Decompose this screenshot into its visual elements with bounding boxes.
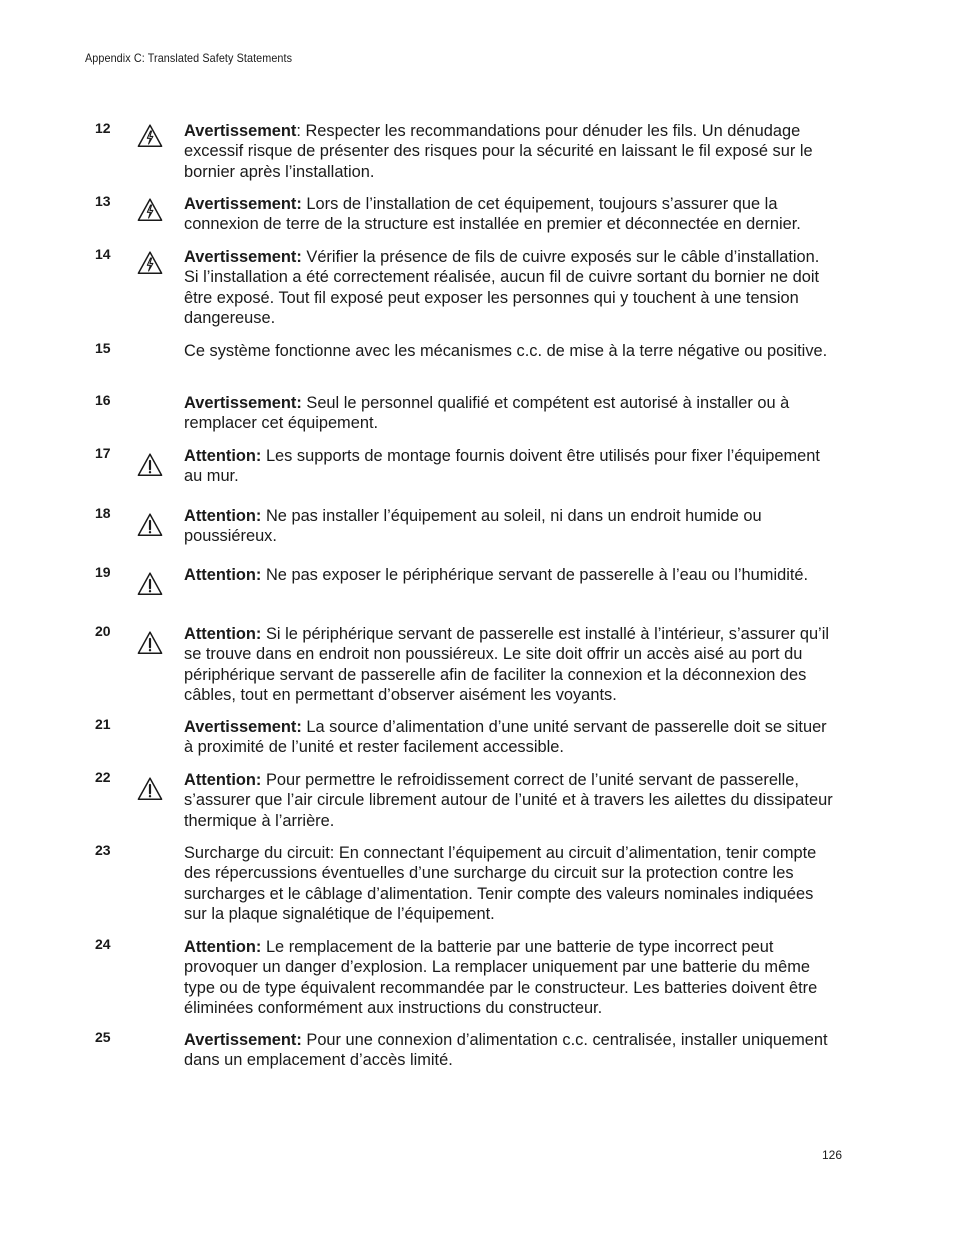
statement-body: Pour permettre le refroidissement correct de l’unité servant de passerelle, s’assurer que l’air circule librement autour de l’unité et à travers les ailettes du dissipateur thermique à l’arrière. [184, 771, 833, 830]
statement-number: 18 [95, 505, 111, 521]
statement-body: Ne pas installer l’équipement au soleil, ni dans un endroit humide ou poussiéreux. [184, 507, 762, 546]
statement-label: Avertissement: [184, 718, 302, 736]
statement-number: 21 [95, 716, 111, 732]
statement-body: La source d’alimentation d’une unité servant de passerelle doit se situer à proximité de l’unité et rester facilement accessible. [184, 718, 827, 757]
statement-body: Lors de l’installation de cet équipement, toujours s’assurer que la connexion de terre de la structure est installée en premier et déconnectée en dernier. [184, 195, 801, 234]
statement-number: 19 [95, 564, 111, 580]
statement-text [184, 1030, 834, 1071]
statement-number: 16 [95, 392, 111, 408]
page-number: 126 [822, 1148, 843, 1162]
statement-number: 13 [95, 193, 111, 209]
statement-number: 22 [95, 769, 111, 785]
statement-text [184, 194, 834, 235]
statement-number: 17 [95, 445, 111, 461]
statement-number: 20 [95, 623, 111, 639]
statement-label: Attention: [184, 447, 262, 465]
caution-triangle-icon [136, 451, 164, 479]
statement-number: 15 [95, 340, 111, 356]
statement-number: 12 [95, 120, 111, 136]
statement-text [184, 121, 834, 182]
statement-text [184, 565, 834, 585]
statement-body: Pour une connexion d’alimentation c.c. centralisée, installer uniquement dans un emplacement d’accès limité. [184, 1031, 828, 1070]
statement-text [184, 341, 834, 361]
statement-label: Attention: [184, 566, 262, 584]
statement-text [184, 770, 834, 831]
statement-text [184, 624, 834, 705]
statement-number: 25 [95, 1029, 111, 1045]
statement-number: 14 [95, 246, 111, 262]
statement-body: Surcharge du circuit: En connectant l’équipement au circuit d’alimentation, tenir compte des répercussions éventuelles d’une surcharge du circuit sur la protection contre les surcharges et le câblage d’alimentation. Tenir compte des valeurs nominales indiquées sur la plaque signalétique de l’équipement. [184, 844, 817, 923]
statement-number: 23 [95, 842, 111, 858]
statement-label: Attention: [184, 938, 262, 956]
statement-body: Ne pas exposer le périphérique servant de passerelle à l’eau ou l’humidité. [261, 566, 809, 584]
statement-text [184, 717, 834, 758]
statement-number: 24 [95, 936, 111, 952]
statement-body: Les supports de montage fournis doivent être utilisés pour fixer l’équipement au mur. [184, 447, 820, 486]
caution-triangle-icon [136, 629, 164, 657]
caution-triangle-icon [136, 511, 164, 539]
statement-body: Ce système fonctionne avec les mécanismes c.c. de mise à la terre négative ou positive. [184, 342, 828, 360]
statement-body: Si le périphérique servant de passerelle est installé à l’intérieur, s’assurer qu’il se trouve dans en endroit non poussiéreux. Le site doit offrir un accès aisé au port du périphérique servant de passerelle afin de faciliter la connexion et la déconnexion des câbles, tout en permettant d’observer aisément les voyants. [184, 625, 829, 704]
statement-text [184, 446, 834, 487]
statement-body: Vérifier la présence de fils de cuivre exposés sur le câble d’installation. Si l’installation a été correctement réalisée, aucun fil de cuivre sortant du bornier ne doit être exposé. Tout fil exposé peut exposer les personnes qui y touchent à une tension dangereuse. [184, 248, 820, 327]
statement-label: Avertissement: [184, 248, 302, 266]
statement-body: Le remplacement de la batterie par une batterie de type incorrect peut provoquer un danger d’explosion. La remplacer uniquement par une batterie du même type ou de type équivalent recommandée par le constructeur. Les batteries doivent être éliminées conformément aux instructions du constructeur. [184, 938, 818, 1017]
statement-label: Attention: [184, 771, 262, 789]
statement-text [184, 937, 834, 1018]
statement-text [184, 393, 834, 434]
running-header: Appendix C: Translated Safety Statements [85, 51, 293, 65]
statement-label: Avertissement: [184, 1031, 302, 1049]
statement-label: Attention: [184, 625, 262, 643]
caution-triangle-icon [136, 570, 164, 598]
statement-label: Avertissement: [184, 195, 302, 213]
statement-body: : Respecter les recommandations pour dénuder les fils. Un dénudage excessif risque de présenter des risques pour la sécurité en laissant le fil exposé sur le bornier après l’installation. [184, 122, 813, 181]
statement-text [184, 247, 834, 328]
statement-label: Avertissement: [184, 394, 302, 412]
lightning-warning-icon [136, 249, 164, 277]
statement-text [184, 843, 834, 924]
lightning-warning-icon [136, 122, 164, 150]
caution-triangle-icon [136, 775, 164, 803]
statement-label: Avertissement [184, 122, 297, 140]
lightning-warning-icon [136, 196, 164, 224]
statement-body: Seul le personnel qualifié et compétent est autorisé à installer ou à remplacer cet équipement. [184, 394, 790, 433]
statement-text [184, 506, 834, 547]
statement-label: Attention: [184, 507, 262, 525]
